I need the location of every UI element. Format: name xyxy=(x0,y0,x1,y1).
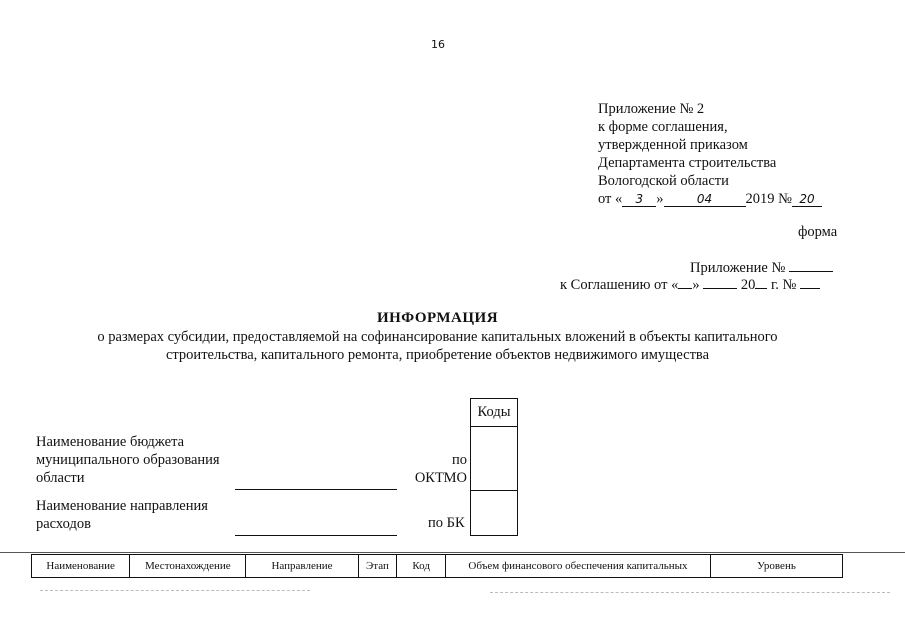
oktmo-label xyxy=(412,451,467,487)
budget-label-line: области xyxy=(36,470,85,486)
appendix-line: утвержденной приказом xyxy=(598,137,748,153)
page-number: 16 xyxy=(431,38,445,51)
annex-number-blank xyxy=(789,259,833,272)
annex-line-2 xyxy=(560,276,820,294)
appendix-line: Приложение № 2 xyxy=(598,101,705,117)
budget-field-line xyxy=(235,489,397,490)
annex-appendix-label: Приложение № xyxy=(690,260,786,276)
page-divider xyxy=(0,552,905,553)
date-year: 2019 № xyxy=(745,191,792,207)
table-header-cell: Наименование xyxy=(32,555,130,577)
date-prefix: от « xyxy=(598,191,623,207)
table-header-cell: Код xyxy=(397,555,446,577)
appendix-date-line xyxy=(598,190,822,208)
annex-year-blank xyxy=(755,276,767,289)
oktmo-label-line: ОКТМО xyxy=(414,470,467,486)
budget-label xyxy=(36,433,220,487)
budget-label-line: Наименование бюджета xyxy=(36,434,185,450)
table-header-cell: Уровень xyxy=(757,560,796,572)
form-label: форма xyxy=(798,224,838,240)
date-mid: » xyxy=(656,191,664,207)
table-header-cell: Этап xyxy=(359,555,398,577)
annex-month-blank xyxy=(703,276,737,289)
direction-label xyxy=(36,497,208,533)
codes-header: Коды xyxy=(471,399,517,427)
annex-num-blank xyxy=(800,276,820,289)
appendix-line: Вологодской области xyxy=(598,173,729,189)
subtitle-line: о размерах субсидии, предоставляемой на софинансирование капитальных вложений в объекты капитального xyxy=(97,329,778,345)
table-header-cell: Направление xyxy=(246,555,358,577)
handwritten-number: 20 xyxy=(792,192,822,207)
oktmo-label-line: по xyxy=(451,452,467,468)
document-subtitle xyxy=(0,328,875,364)
codes-divider xyxy=(471,490,517,491)
subtitle-line: строительства, капитального ремонта, приобретение объектов недвижимого имущества xyxy=(165,347,710,363)
codes-box xyxy=(470,398,518,536)
budget-label-line: муниципального образования xyxy=(36,452,220,468)
appendix-line: к форме соглашения, xyxy=(598,119,728,135)
annex-line-1 xyxy=(690,259,833,277)
table-header-cell: Объем финансового обеспечения капитальных xyxy=(446,555,711,577)
annex-year-prefix: 20 xyxy=(740,277,756,293)
bk-label: по БК xyxy=(428,515,465,531)
appendix-line: Департамента строительства xyxy=(598,155,777,171)
annex-agreement-label: к Соглашению от « xyxy=(560,277,679,293)
handwritten-day: 3 xyxy=(622,192,656,207)
table-header-row xyxy=(31,554,843,578)
scan-artifact-line xyxy=(490,592,890,593)
annex-number-label: г. № xyxy=(770,277,797,293)
handwritten-month: 04 xyxy=(664,192,746,207)
scan-artifact-line xyxy=(40,590,310,591)
appendix-block xyxy=(598,100,822,208)
direction-field-line xyxy=(235,535,397,536)
annex-quote: » xyxy=(692,277,700,293)
annex-day-blank xyxy=(678,276,692,289)
direction-label-line: расходов xyxy=(36,516,91,532)
document-title: ИНФОРМАЦИЯ xyxy=(376,310,499,326)
direction-label-line: Наименование направления xyxy=(36,498,208,514)
table-header-cell: Местонахождение xyxy=(130,555,246,577)
